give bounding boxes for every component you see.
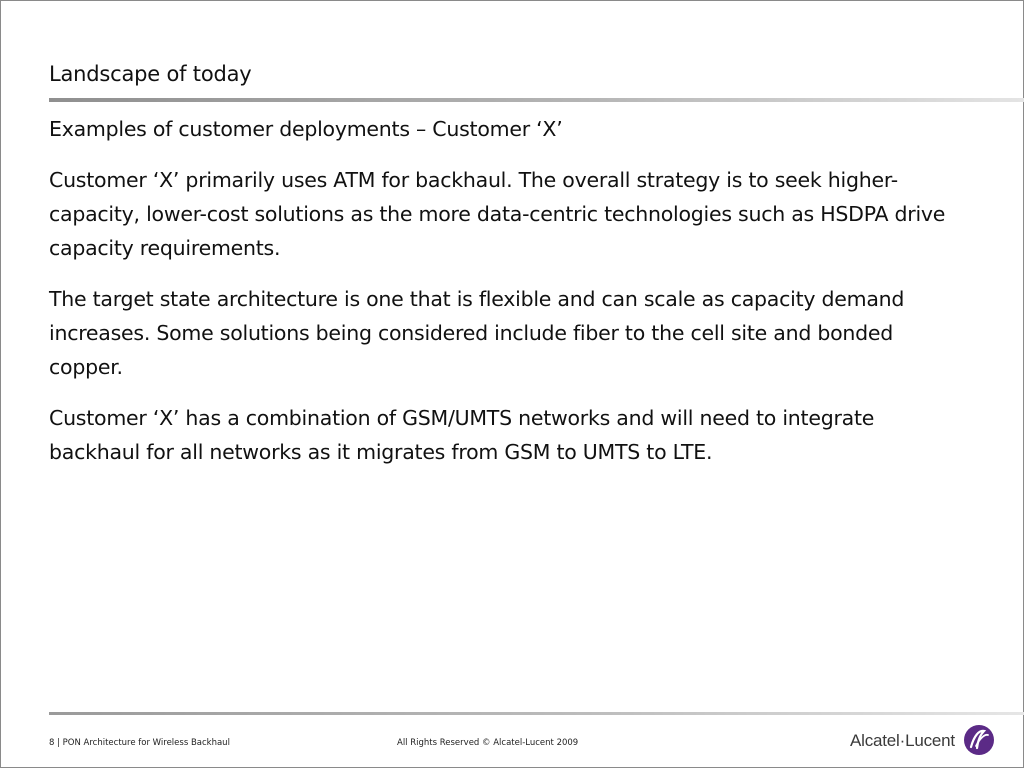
company-logo: [850, 722, 1000, 762]
footer-divider: [49, 712, 1024, 715]
title-divider: [49, 98, 1024, 102]
footer-copyright: All Rights Reserved © Alcatel-Lucent 2009: [397, 738, 579, 748]
body-paragraph-2: The target state architecture is one that is flexible and can scale as capacity demand increases. Some solutions being considered include fiber to the cell site and bonded copper.: [49, 287, 905, 379]
slide-title: Landscape of today: [49, 62, 252, 86]
slide-subtitle: Examples of customer deployments – Customer ‘X’: [49, 117, 563, 141]
logo-text: Alcatel·Lucent: [850, 731, 955, 750]
footer-page-info: 8 | PON Architecture for Wireless Backhaul: [49, 738, 230, 748]
body-paragraph-3: Customer ‘X’ has a combination of GSM/UMTS networks and will need to integrate backhaul for all networks as it migrates from GSM to UMTS to LTE.: [49, 406, 875, 464]
body-paragraph-1: Customer ‘X’ primarily uses ATM for backhaul. The overall strategy is to seek higher-capacity, lower-cost solutions as the more data-centric technologies such as HSDPA drive capacity requirements.: [49, 168, 946, 260]
alcatel-lucent-swirl-icon: [963, 724, 995, 756]
slide-body: [49, 112, 949, 486]
